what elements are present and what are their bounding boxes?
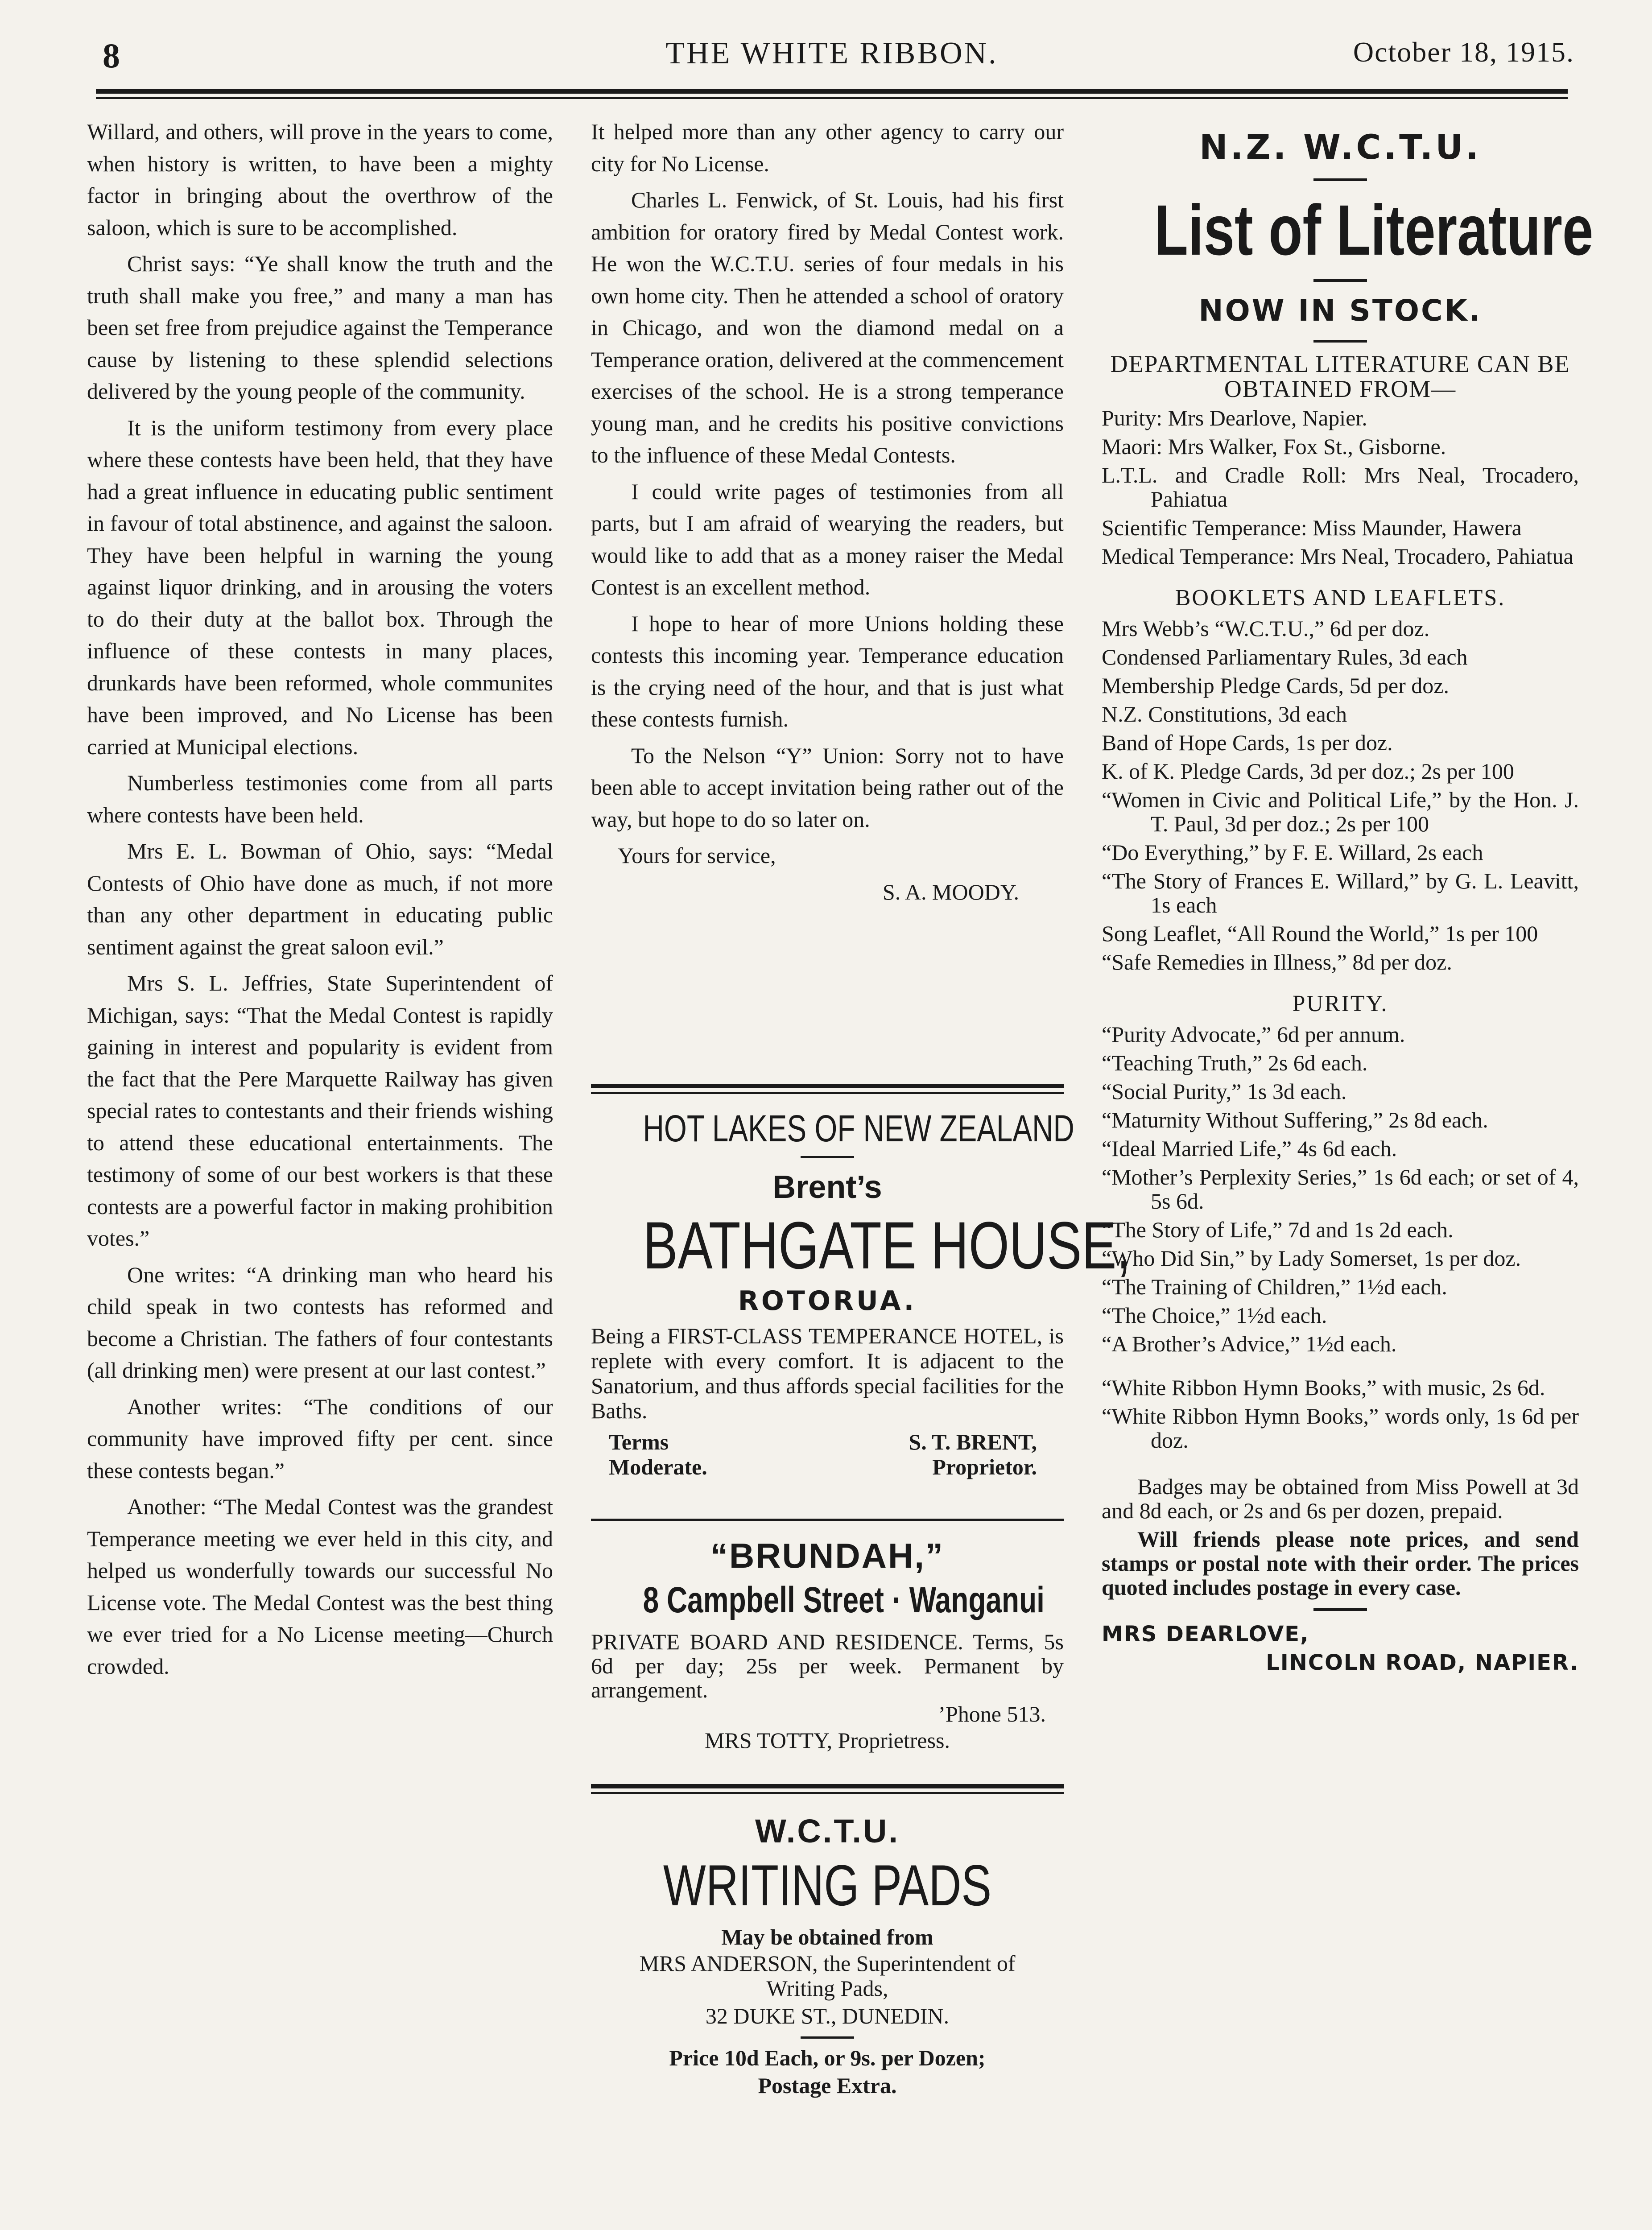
booklet-item: N.Z. Constitutions, 3d each: [1102, 702, 1347, 727]
paragraph: It is the uniform testimony from every place where these contests have been held, that they have had a great influence in educating public sentiment in favour of total abstinence, and against the saloon. They have been helpful in warning the young against liquor drinking, and in arousing the voters to do their duty at the ballot box. Through the influence of these contests in many places, drunkards have been reformed, whole communites have been improved, and No License has been carried at Municipal elections.: [87, 415, 553, 759]
booklet-item: Band of Hope Cards, 1s per doz.: [1102, 730, 1393, 755]
purity-item: “Who Did Sin,” by Lady Somerset, 1s per doz.: [1102, 1246, 1521, 1271]
booklet-item: Song Leaflet, “All Round the World,” 1s per 100: [1102, 921, 1538, 946]
pads-line: May be obtained from: [721, 1924, 933, 1949]
brundah-address: 8 Campbell Street · Wanganui: [643, 1580, 1045, 1620]
ad-separator-thin: [591, 1792, 1064, 1794]
terms-line: Terms: [609, 1429, 669, 1454]
divider: [801, 2036, 854, 2039]
signature: S. A. MOODY.: [882, 879, 1019, 904]
literature-subtitle: NOW IN STOCK.: [1198, 293, 1482, 328]
pads-price: Price 10d Each, or 9s. per Dozen;: [669, 2045, 986, 2070]
brundah-name: “BRUNDAH,”: [710, 1536, 944, 1575]
proprietor-name: S. T. BRENT,: [909, 1429, 1037, 1454]
page-header: [89, 27, 1574, 76]
literature-list: [1102, 116, 1594, 1677]
closing: Yours for service,: [618, 843, 776, 868]
paragraph: It helped more than any other agency to carry our city for No License.: [591, 119, 1064, 176]
divider: [1313, 340, 1367, 343]
brundah-proprietor: MRS TOTTY, Proprietress.: [704, 1728, 950, 1753]
divider: [1313, 279, 1367, 282]
pads-org: W.C.T.U.: [755, 1813, 900, 1850]
paragraph: Numberless testimonies come from all parts where contests have been held.: [87, 770, 553, 827]
ad-separator: [591, 1519, 1064, 1521]
purity-item: “The Story of Life,” 7d and 1s 2d each.: [1102, 1217, 1454, 1242]
hotel-description: Being a FIRST-CLASS TEMPERANCE HOTEL, is replete with every comfort. It is adjacent to the Sanatorium, and thus affords special facilities for the Baths.: [591, 1323, 1064, 1423]
paragraph: Mrs S. L. Jeffries, State Superintendent of Michigan, says: “That the Medal Contest is rapidly gaining in interest and popularity is evident from the fact that the Pere Marquette Railway has given special rates to contestants and their friends wishing to attend these educational entertainments. The testimony of some of our best workers is that these contests are a powerful factor in making prohibition votes.”: [87, 970, 553, 1251]
ad-headline: HOT LAKES OF NEW ZEALAND: [643, 1107, 1074, 1149]
literature-org: N.Z. W.C.T.U.: [1199, 127, 1481, 167]
paragraph: Mrs E. L. Bowman of Ohio, says: “Medal Contests of Ohio have done as much, if not more than any other department in educating public sentiment against the great saloon evil.”: [87, 838, 553, 959]
divider: [801, 1156, 854, 1158]
page-number: 8: [103, 36, 120, 75]
paragraph: Willard, and others, will prove in the years to come, when history is written, to have been a mighty factor in bringing about the overthrow of the saloon, which is sure to be accomplished.: [87, 119, 553, 240]
dept-item: Scientific Temperance: Miss Maunder, Hawera: [1102, 515, 1522, 540]
header-rule-thin: [96, 97, 1568, 99]
paragraph: Charles L. Fenwick, of St. Louis, had his first ambition for oratory fired by Medal Contest work. He won the W.C.T.U. series of four medals in his own home city. Then he attended a school of oratory in Chicago, and won the diamond medal on a Temperance oration, delivered at the commencement exercises of the school. He is a strong temperance young man, and he credits his positive convictions to the influence of these Medal Contests.: [591, 187, 1064, 467]
literature-title: List of Literature: [1154, 190, 1594, 270]
pads-address: 32 DUKE ST., DUNEDIN.: [705, 2003, 950, 2028]
hotel-town: ROTORUA.: [738, 1285, 917, 1317]
pads-line: MRS ANDERSON, the Superintendent of Writing Pads,: [639, 1951, 1016, 2001]
dept-item: Purity: Mrs Dearlove, Napier.: [1102, 405, 1367, 430]
purity-item: “Social Purity,” 1s 3d each.: [1102, 1079, 1347, 1104]
ad-separator-thin: [591, 1092, 1064, 1094]
paragraph: Another writes: “The conditions of our community have improved fifty per cent. since these contests began.”: [87, 1394, 553, 1483]
purity-item: “Mother’s Perplexity Series,” 1s 6d each; or set of 4, 5s 6d.: [1102, 1165, 1579, 1214]
dept-item: L.T.L. and Cradle Roll: Mrs Neal, Trocadero, Pahiatua: [1102, 463, 1579, 512]
brundah-advertisement: [591, 1534, 1064, 1755]
purity-item: “Purity Advocate,” 6d per annum.: [1102, 1022, 1405, 1047]
booklet-item: “Do Everything,” by F. E. Willard, 2s each: [1102, 840, 1483, 865]
terms-line: Moderate.: [609, 1454, 707, 1479]
booklet-item: Mrs Webb’s “W.C.T.U.,” 6d per doz.: [1102, 616, 1430, 641]
brundah-phone: ’Phone 513.: [938, 1701, 1046, 1726]
contact-address: LINCOLN ROAD, NAPIER.: [1266, 1650, 1579, 1675]
booklet-item: Membership Pledge Cards, 5d per doz.: [1102, 673, 1450, 698]
proprietor-title: Proprietor.: [932, 1454, 1037, 1479]
badges-note: Badges may be obtained from Miss Powell at 3d and 8d each, or 2s and 6s per dozen, prepaid.: [1102, 1474, 1579, 1523]
purity-item: “A Brother’s Advice,” 1½d each.: [1102, 1331, 1397, 1356]
contact-name: MRS DEARLOVE,: [1102, 1622, 1309, 1647]
paragraph: Another: “The Medal Contest was the grandest Temperance meeting we ever held in this city, and helped us wonderfully towards our successful No License vote. The Medal Contest was the best thing we ever tried for a No License meeting—Church crowded.: [87, 1494, 553, 1679]
divider: [1313, 178, 1367, 181]
hotel-advertisement: [591, 1106, 1131, 1483]
purity-heading: PURITY.: [1292, 991, 1388, 1016]
paragraph: One writes: “A drinking man who heard his child speak in two contests has reformed and become a Christian. The fathers of four contestants (all drinking men) were present at our last contest.”: [87, 1262, 553, 1383]
hotel-name: BATHGATE HOUSE,: [643, 1208, 1131, 1283]
ad-brand: Brent’s: [772, 1169, 882, 1205]
booklet-item: “Safe Remedies in Illness,” 8d per doz.: [1102, 950, 1452, 975]
ad-separator: [591, 1084, 1064, 1088]
hymn-item: “White Ribbon Hymn Books,” with music, 2s 6d.: [1102, 1375, 1545, 1400]
hymn-item: “White Ribbon Hymn Books,” words only, 1s 6d per doz.: [1102, 1404, 1579, 1453]
paragraph: I hope to hear of more Unions holding these contests this incoming year. Temperance education is the crying need of the hour, and that is just what these contests furnish.: [591, 611, 1064, 731]
writing-pads-advertisement: [591, 1811, 1064, 2099]
purity-item: “Ideal Married Life,” 4s 6d each.: [1102, 1136, 1397, 1161]
purity-item: “Teaching Truth,” 2s 6d each.: [1102, 1050, 1368, 1075]
pads-title: WRITING PADS: [663, 1853, 992, 1918]
spacer: [1102, 1360, 1579, 1375]
hotel-terms: [591, 1429, 1064, 1483]
booklet-item: “Women in Civic and Political Life,” by the Hon. J. T. Paul, 3d per doz.; 2s per 100: [1102, 787, 1579, 836]
dept-item: Medical Temperance: Mrs Neal, Trocadero, Pahiatua: [1102, 544, 1574, 569]
pads-postage: Postage Extra.: [758, 2073, 897, 2098]
paragraph: I could write pages of testimonies from all parts, but I am afraid of wearying the readers, but would like to add that as a money raiser the Medal Contest is an excellent method.: [591, 479, 1064, 599]
issue-date: October 18, 1915.: [1353, 36, 1574, 68]
booklets-heading: BOOKLETS AND LEAFLETS.: [1175, 585, 1506, 611]
newspaper-title: THE WHITE RIBBON.: [665, 36, 998, 70]
purity-item: “The Training of Children,” 1½d each.: [1102, 1274, 1447, 1299]
proprietor: [909, 1429, 1037, 1479]
dept-heading: DEPARTMENTAL LITERATURE CAN BE OBTAINED FROM—: [1110, 351, 1570, 402]
article-column-2: [591, 116, 1064, 913]
paragraph: To the Nelson “Y” Union: Sorry not to have been able to accept invitation being rather out of the way, but hope to do so later on.: [591, 743, 1064, 832]
booklet-item: “The Story of Frances E. Willard,” by G. L. Leavitt, 1s each: [1102, 868, 1579, 917]
header-rule: [96, 89, 1568, 94]
paragraph: Christ says: “Ye shall know the truth and the truth shall make you free,” and many a man has been set free from prejudice against the Temperance cause by listening to these splendid selections delivered by the young people of the community.: [87, 251, 553, 404]
booklet-item: K. of K. Pledge Cards, 3d per doz.; 2s per 100: [1102, 759, 1514, 784]
divider: [1313, 1608, 1367, 1611]
terms-label: [609, 1429, 707, 1479]
booklet-item: Condensed Parliamentary Rules, 3d each: [1102, 644, 1468, 669]
dept-item: Maori: Mrs Walker, Fox St., Gisborne.: [1102, 434, 1446, 459]
spacer: [1102, 1457, 1579, 1474]
purity-item: “Maturnity Without Suffering,” 2s 8d each.: [1102, 1107, 1488, 1132]
ad-separator: [591, 1784, 1064, 1788]
order-notice: Will friends please note prices, and send stamps or postal note with their order. The prices quoted includes postage in every case.: [1102, 1527, 1579, 1600]
brundah-details: PRIVATE BOARD AND RESIDENCE. Terms, 5s 6d per day; 25s per week. Permanent by arrangement.: [591, 1629, 1064, 1702]
purity-item: “The Choice,” 1½d each.: [1102, 1303, 1327, 1328]
article-column-1: [87, 116, 553, 1687]
